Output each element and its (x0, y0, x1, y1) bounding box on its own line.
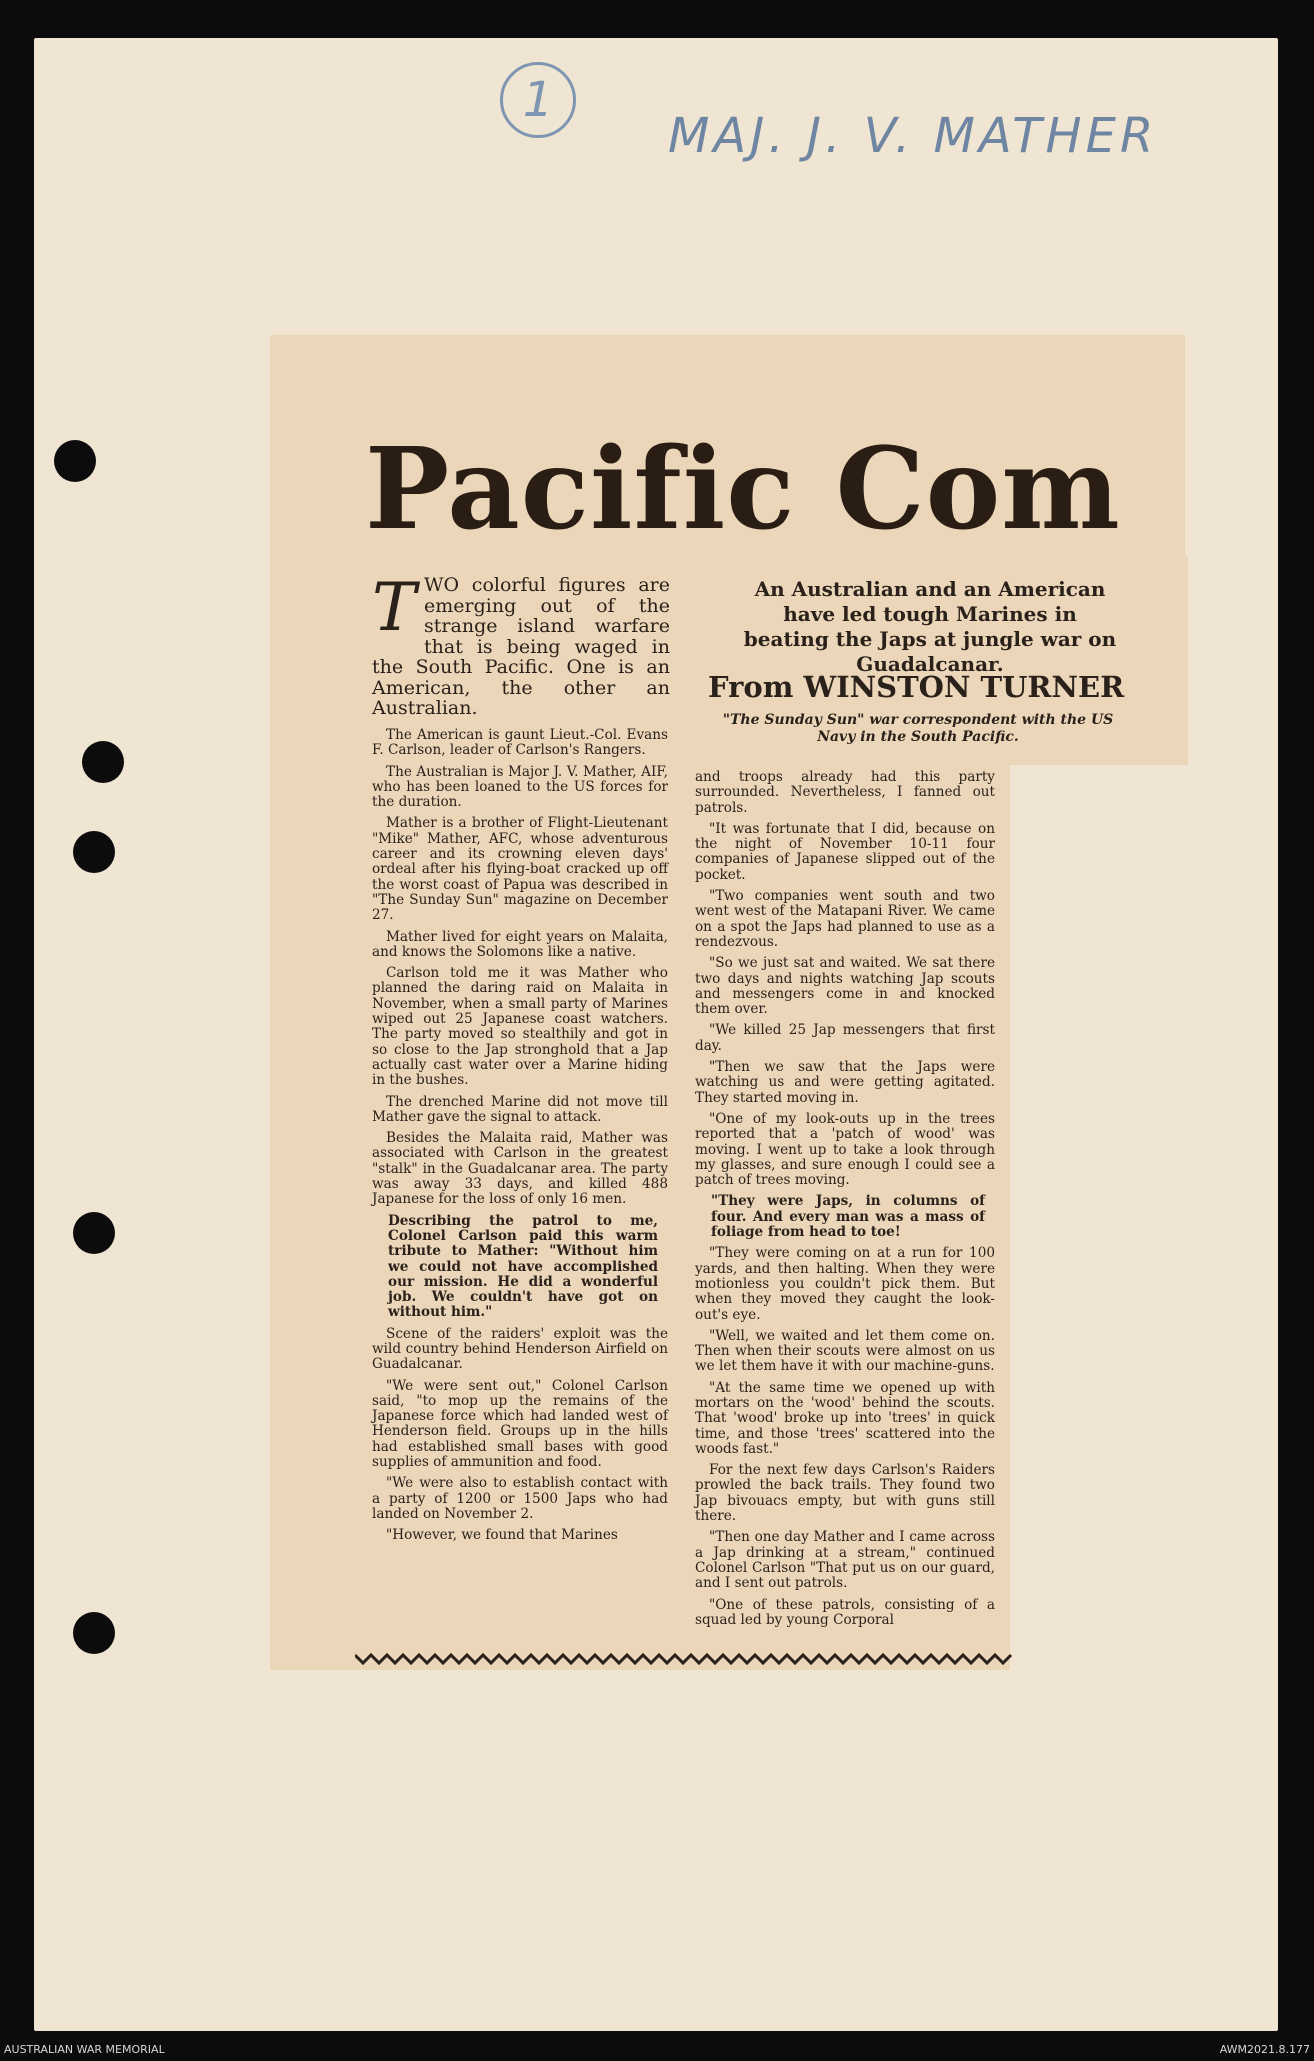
paragraph: "We killed 25 Jap messengers that first day. (695, 1022, 995, 1054)
paragraph: "Then one day Mather and I came across a Jap drinking at a stream," continued Colonel Carlson "That put us on our guard, and I sent out patrols. (695, 1529, 995, 1592)
byline (708, 670, 1158, 704)
punch-hole (82, 741, 124, 783)
paragraph: Besides the Malaita raid, Mather was associated with Carlson in the greatest "stalk" in the Guadalcanar area. The party was away 33 days, and killed 488 Japanese for the loss of only 16 men. (372, 1130, 668, 1208)
paragraph: "Well, we waited and let them come on. Then when their scouts were almost on us we let them have it with our machine-guns. (695, 1327, 995, 1375)
paragraph: Mather is a brother of Flight-Lieutenant "Mike" Mather, AFC, whose adventurous career and its crowning eleven days' ordeal after his flying-boat cracked up off the worst coast of Papua was described in "The Sunday Sun" magazine on December 27. (372, 815, 668, 924)
paragraph: "At the same time we opened up with mortars on the 'wood' behind the scouts. That 'wood' broke up into 'trees' in quick time, and those 'trees' scattered into the woods fast." (695, 1379, 995, 1457)
paragraph: and troops already had this party surrounded. Nevertheless, I fanned out patrols. (695, 769, 995, 816)
bold-quote: Describing the patrol to me, Colonel Carlson paid this warm tribute to Mather: "Without him we could not have accomplished our mission. He did a wonderful job. We couldn't have got on without him." (388, 1212, 658, 1321)
punch-hole (73, 1612, 115, 1654)
intro-text: WO colorful figures are emerging out of the strange island warfare that is being waged in the South Pacific. One is an American, the other an Australian. (372, 574, 670, 719)
paragraph: "We were sent out," Colonel Carlson said, "to mop up the remains of the Japanese force which had landed west of Henderson field. Groups up in the hills had established small bases with good supplies of ammunition and food. (372, 1377, 668, 1471)
headline: Pacific Com (365, 430, 1121, 550)
paragraph: "They were coming on at a run for 100 yards, and then halting. When they were motionless you couldn't pick them. But when they moved they caught the look-out's eye. (695, 1245, 995, 1323)
paragraph: The drenched Marine did not move till Mather gave the signal to attack. (372, 1093, 668, 1125)
paragraph: "One of these patrols, consisting of a squad led by young Corporal (695, 1596, 995, 1628)
paragraph: Mather lived for eight years on Malaita, and knows the Solomons like a native. (372, 928, 668, 960)
paragraph: "We were also to establish contact with a party of 1200 or 1500 Japs who had landed on November 2. (372, 1475, 668, 1522)
footer-institution: AUSTRALIAN WAR MEMORIAL (4, 2043, 165, 2056)
handwritten-number: 1 (500, 62, 576, 138)
punch-hole (73, 831, 115, 873)
paragraph: "Two companies went south and two went west of the Matapani River. We came on a spot the Japs had planned to use as a rendezvous. (695, 888, 995, 950)
paragraph: "However, we found that Marines (386, 1527, 618, 1544)
paragraph: "So we just sat and waited. We sat there two days and nights watching Jap scouts and messengers come in and knocked them over. (695, 955, 995, 1018)
paragraph: Carlson told me it was Mather who planned the daring raid on Malaita in November, when a small party of Marines wiped out 25 Japanese coast watchers. The party moved so stealthily and got in so close to the Jap stronghold that a Jap actually cast water over a Marine hiding in the bushes. (372, 965, 668, 1089)
zigzag-rule (355, 1652, 1015, 1666)
dropcap: T (372, 569, 417, 646)
paragraph: "It was fortunate that I did, because on the night of November 10-11 four companies of Japanese slipped out of the pocket. (695, 820, 995, 883)
intro-paragraph (372, 569, 670, 719)
punch-hole (54, 440, 96, 482)
correspondent-credit: "The Sunday Sun" war correspondent with the US Navy in the South Pacific. (722, 712, 1114, 745)
paragraph: For the next few days Carlson's Raiders prowled the back trails. They found two Jap bivouacs empty, but with guns still there. (695, 1462, 995, 1525)
paragraph: "One of my look-outs up in the trees reported that a 'patch of wood' was moving. I went up to take a look through my glasses, and sure enough I could see a patch of trees moving. (695, 1110, 995, 1189)
punch-hole (73, 1212, 115, 1254)
paragraph: The Australian is Major J. V. Mather, AIF, who has been loaned to the US forces for the duration. (372, 763, 668, 811)
footer-accession-number: AWM2021.8.177 (1219, 2043, 1310, 2056)
handwritten-name: MAJ. J. V. MATHER (668, 108, 1158, 164)
left-column (372, 728, 668, 1550)
byline-prefix: From (708, 670, 794, 704)
paragraph: "Then we saw that the Japs were watching us and were getting agitated. They started moving in. (695, 1059, 995, 1106)
paragraph: Scene of the raiders' exploit was the wild country behind Henderson Airfield on Guadalcanar. (372, 1325, 668, 1373)
bold-quote: "They were Japs, in columns of four. And every man was a mass of foliage from head to toe! (711, 1193, 985, 1241)
right-column (695, 770, 995, 1634)
standfirst: An Australian and an American have led tough Marines in beating the Japs at jungle war on Guadalcanar. (743, 577, 1117, 676)
paragraph: The American is gaunt Lieut.-Col. Evans F. Carlson, leader of Carlson's Rangers. (372, 727, 668, 759)
byline-name: WINSTON TURNER (803, 670, 1125, 704)
